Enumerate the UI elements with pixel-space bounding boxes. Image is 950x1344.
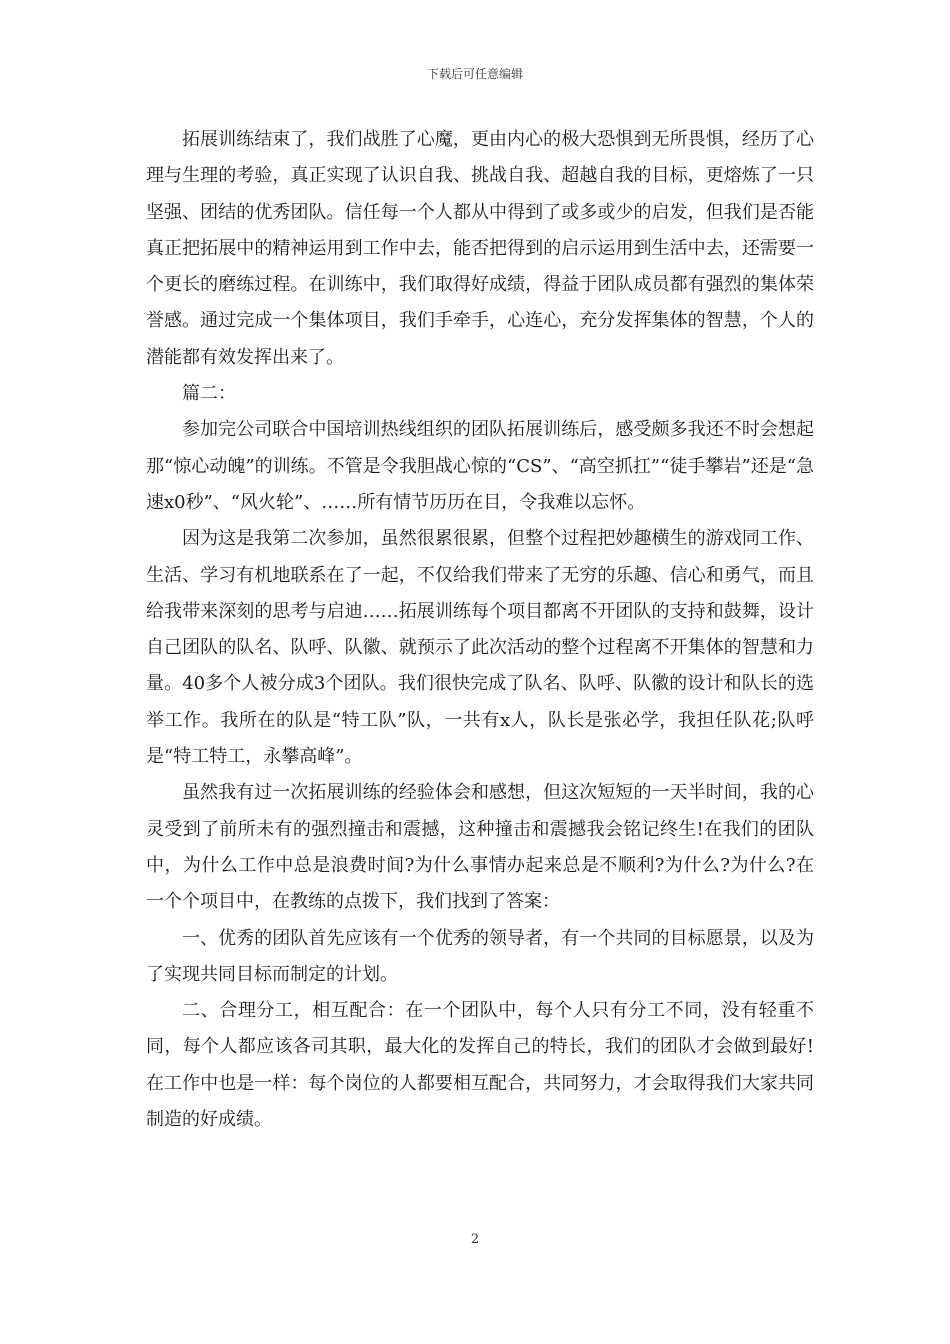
paragraph-5: 一、优秀的团队首先应该有一个优秀的领导者，有一个共同的目标愿景，以及为了实现共同目标而制定的计划。 bbox=[146, 927, 814, 985]
paragraph-4: 虽然我有过一次拓展训练的经验体会和感想，但这次短短的一天半时间，我的心灵受到了前所未有的强烈撞击和震撼，这种撞击和震撼我会铭记终生!在我们的团队中，为什么工作中总是浪费时间?为什么事情办起来总是不顺利?为什么?为什么?在一个个项目中，在教练的点拨下，我们找到了答案： bbox=[146, 782, 814, 913]
paragraph-2: 参加完公司联合中国培训热线组织的团队拓展训练后，感受颇多我还不时会想起那“惊心动魄”的训练。不管是令我胆战心惊的“CS”、“高空抓扛”“徒手攀岩”还是“急速x0秒”、“风火轮”、……所有情节历历在目，令我难以忘怀。 bbox=[146, 419, 814, 513]
paragraph-1: 拓展训练结束了，我们战胜了心魔，更由内心的极大恐惧到无所畏惧，经历了心理与生理的考验，真正实现了认识自我、挑战自我、超越自我的目标，更熔炼了一只坚强、团结的优秀团队。信任每一个人都从中得到了或多或少的启发，但我们是否能真正把拓展中的精神运用到工作中去，能否把得到的启示运用到生活中去，还需要一个更长的磨练过程。在训练中，我们取得好成绩，得益于团队成员都有强烈的集体荣誉感。通过完成一个集体项目，我们手牵手，心连心，充分发挥集体的智慧，个人的潜能都有效发挥出来了。 bbox=[146, 129, 814, 368]
document-body bbox=[146, 122, 814, 1138]
page-header: 下载后可任意编辑 bbox=[426, 67, 523, 81]
page-number: 2 bbox=[470, 1232, 480, 1247]
paragraph-3: 因为这是我第二次参加，虽然很累很累，但整个过程把妙趣横生的游戏同工作、生活、学习有机地联系在了一起，不仅给我们带来了无穷的乐趣、信心和勇气，而且给我带来深刻的思考与启迪……拓展训练每个项目都离不开团队的支持和鼓舞，设计自己团队的队名、队呼、队徽、就预示了此次活动的整个过程离不开集体的智慧和力量。40多个人被分成3个团队。我们很快完成了队名、队呼、队徽的设计和队长的选举工作。我所在的队是“特工队”队，一共有x人，队长是张必学，我担任队花;队呼是“特工特工，永攀高峰”。 bbox=[146, 528, 814, 768]
paragraph-6: 二、合理分工，相互配合：在一个团队中，每个人只有分工不同，没有轻重不同，每个人都应该各司其职，最大化的发挥自己的特长，我们的团队才会做到最好!在工作中也是一样：每个岗位的人都要相互配合，共同努力，才会取得我们大家共同制造的好成绩。 bbox=[146, 1000, 814, 1131]
section-heading: 篇二： bbox=[182, 383, 236, 405]
